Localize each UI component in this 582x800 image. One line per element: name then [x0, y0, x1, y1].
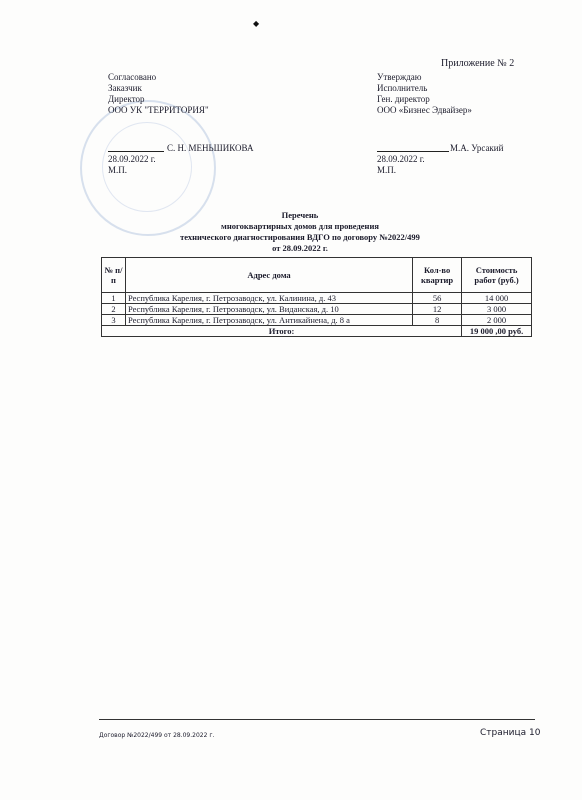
table-row — [102, 293, 532, 304]
cell-cost: 2 000 — [462, 315, 532, 326]
table-total-row — [102, 326, 532, 337]
total-value: 19 000 ,00 руб. — [462, 326, 532, 337]
footer-contract: Договор №2022/499 от 28.09.2022 г. — [99, 732, 215, 739]
left-date: 28.09.2022 г. — [108, 154, 156, 164]
left-line: Заказчик — [108, 83, 142, 93]
left-seal: М.П. — [108, 165, 128, 175]
cell-address: Республика Карелия, г. Петрозаводск, ул. Антикайнена, д. 8 а — [125, 315, 412, 326]
left-approval-block — [108, 72, 209, 116]
document-title — [90, 210, 510, 254]
left-line: ООО УК "ТЕРРИТОРИЯ" — [108, 105, 209, 115]
cell-cost: 14 000 — [462, 293, 532, 304]
cell-cost: 3 000 — [462, 304, 532, 315]
houses-table — [101, 257, 532, 337]
left-signer-name: С. Н. МЕНЬШИКОВА — [167, 143, 254, 153]
cell-num: 3 — [102, 315, 126, 326]
cell-num: 1 — [102, 293, 126, 304]
cell-address: Республика Карелия, г. Петрозаводск, ул. Виданская, д. 10 — [125, 304, 412, 315]
punch-mark-icon: ◆ — [253, 19, 260, 28]
left-line: Директор — [108, 94, 145, 104]
table-row — [102, 304, 532, 315]
right-approval-block — [377, 72, 472, 116]
cell-num: 2 — [102, 304, 126, 315]
right-signer-name: М.А. Урсакий — [450, 143, 504, 153]
header-cost: Стоимость работ (руб.) — [462, 258, 532, 293]
title-line: Перечень — [281, 210, 319, 220]
right-line: Утверждаю — [377, 72, 422, 82]
total-label: Итого: — [102, 326, 462, 337]
header-apartments: Кол-во квартир — [413, 258, 462, 293]
right-line: Исполнитель — [377, 83, 428, 93]
right-line: Ген. директор — [377, 94, 430, 104]
signature-line — [108, 151, 164, 152]
title-line: от 28.09.2022 г. — [272, 243, 328, 253]
footer-page-number: Страница 10 — [480, 728, 541, 738]
title-line: многоквартирных домов для проведения — [221, 221, 379, 231]
signature-line — [377, 151, 449, 152]
footer-divider — [99, 719, 535, 720]
appendix-label: Приложение № 2 — [441, 58, 515, 69]
right-line: ООО «Бизнес Эдвайзер» — [377, 105, 472, 115]
cell-address: Республика Карелия, г. Петрозаводск, ул. Калинина, д. 43 — [125, 293, 412, 304]
cell-apartments: 8 — [413, 315, 462, 326]
table-header-row — [102, 258, 532, 293]
cell-apartments: 12 — [413, 304, 462, 315]
right-signature — [377, 143, 503, 176]
right-seal: М.П. — [377, 165, 397, 175]
left-line: Согласовано — [108, 72, 157, 82]
right-date: 28.09.2022 г. — [377, 154, 425, 164]
cell-apartments: 56 — [413, 293, 462, 304]
header-num: № п/п — [102, 258, 126, 293]
table-row — [102, 315, 532, 326]
header-address: Адрес дома — [125, 258, 412, 293]
title-line: технического диагностирования ВДГО по договору №2022/499 — [180, 232, 420, 242]
left-signature — [108, 143, 253, 176]
